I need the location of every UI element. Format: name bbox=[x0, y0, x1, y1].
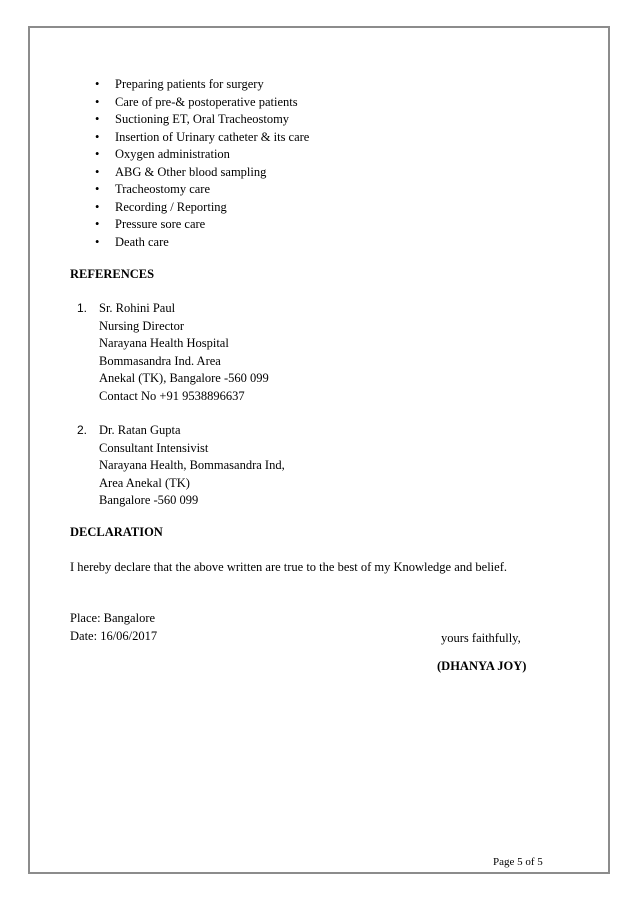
reference-line: Nursing Director bbox=[99, 318, 185, 333]
reference-line: Narayana Health, Bommasandra Ind, bbox=[99, 458, 285, 472]
place-text: Place: Bangalore bbox=[70, 611, 156, 625]
list-item bbox=[95, 111, 309, 129]
page-number: Page 5 of 5 bbox=[493, 856, 543, 868]
reference-line: Bommasandra Ind. Area bbox=[99, 353, 221, 368]
skills-list bbox=[95, 76, 309, 251]
list-item bbox=[95, 164, 309, 182]
bullet-icon: • bbox=[95, 77, 100, 91]
bullet-icon: • bbox=[95, 234, 100, 249]
skill-text: Pressure sore care bbox=[115, 217, 206, 231]
skill-text: Recording / Reporting bbox=[115, 199, 227, 214]
bullet-icon: • bbox=[95, 199, 100, 214]
reference-line: Area Anekal (TK) bbox=[99, 475, 190, 490]
bullet-icon: • bbox=[95, 182, 100, 196]
declaration-text: I hereby declare that the above written are true to the best of my Knowledge and belief. bbox=[70, 560, 507, 574]
signature-name: (DHANYA JOY) bbox=[437, 659, 527, 673]
references-heading: REFERENCES bbox=[70, 267, 155, 281]
bullet-icon: • bbox=[95, 164, 100, 179]
reference-line: Dr. Ratan Gupta bbox=[99, 423, 181, 437]
skill-text: Insertion of Urinary catheter & its care bbox=[115, 129, 310, 144]
skill-text: Death care bbox=[115, 234, 169, 249]
bullet-icon: • bbox=[95, 112, 100, 126]
reference-line: Bangalore -560 099 bbox=[99, 493, 199, 507]
bullet-icon: • bbox=[95, 94, 100, 109]
closing-text: yours faithfully, bbox=[441, 631, 521, 645]
reference-line: Narayana Health Hospital bbox=[99, 336, 229, 350]
reference-number: 2. bbox=[77, 423, 88, 437]
skill-text: Suctioning ET, Oral Tracheostomy bbox=[115, 112, 290, 126]
reference-line: Contact No +91 9538896637 bbox=[99, 388, 245, 403]
reference-line: Sr. Rohini Paul bbox=[99, 301, 176, 315]
list-item bbox=[95, 146, 309, 164]
date-text: Date: 16/06/2017 bbox=[70, 629, 158, 643]
skill-text: Preparing patients for surgery bbox=[115, 77, 264, 91]
bullet-icon: • bbox=[95, 129, 100, 144]
bullet-icon: • bbox=[95, 217, 100, 231]
declaration-heading: DECLARATION bbox=[70, 525, 163, 539]
skill-text: Care of pre-& postoperative patients bbox=[115, 94, 298, 109]
skill-text: Tracheostomy care bbox=[115, 182, 210, 196]
skill-text: Oxygen administration bbox=[115, 147, 230, 161]
list-item bbox=[95, 76, 309, 94]
bullet-icon: • bbox=[95, 147, 100, 161]
list-item bbox=[95, 199, 309, 217]
reference-line: Consultant Intensivist bbox=[99, 440, 209, 455]
list-item bbox=[95, 234, 309, 252]
list-item bbox=[95, 216, 309, 234]
list-item bbox=[95, 129, 309, 147]
reference-line: Anekal (TK), Bangalore -560 099 bbox=[99, 371, 269, 385]
reference-number: 1. bbox=[77, 301, 88, 315]
skill-text: ABG & Other blood sampling bbox=[115, 164, 267, 179]
list-item bbox=[95, 94, 309, 112]
list-item bbox=[95, 181, 309, 199]
